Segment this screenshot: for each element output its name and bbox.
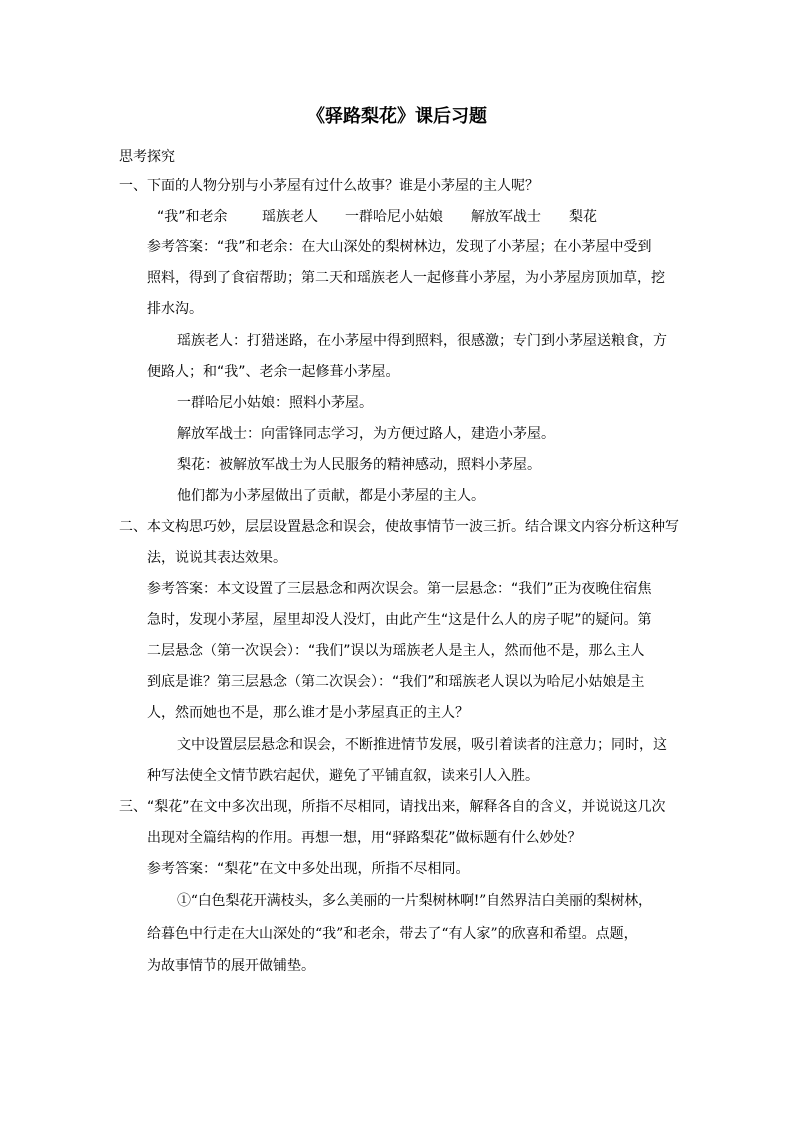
- answer-line: 参考答案：本文设置了三层悬念和两次误会。第一层悬念：“我们”正为夜晚住宿焦: [147, 581, 652, 597]
- answer-line: 二层悬念（第一次误会）：“我们”误以为瑶族老人是主人，然而他不是，那么主人: [147, 643, 645, 659]
- question-3-line: 出现对全篇结构的作用。再想一想，用“驿路梨花”做标题有什么妙处？: [147, 830, 582, 846]
- answer-line: 便路人；和“我”、老余一起修葺小茅屋。: [147, 364, 400, 380]
- answer-line: 为故事情节的展开做铺垫。: [147, 958, 315, 974]
- question-1-choices: [157, 207, 597, 227]
- choice-item: 梨花: [569, 209, 597, 225]
- section-heading: 思考探究: [119, 149, 175, 165]
- question-2-line: 法，说说其表达效果。: [147, 550, 287, 566]
- choice-item: 瑶族老人: [262, 209, 318, 225]
- question-2-line: 二、本文构思巧妙，层层设置悬念和误会，使故事情节一波三折。结合课文内容分析这种写: [119, 519, 679, 535]
- answer-line: 给暮色中行走在大山深处的“我”和老余，带去了“有人家”的欣喜和希望。点题，: [147, 926, 638, 942]
- question-1: 一、下面的人物分别与小茅屋有过什么故事？谁是小茅屋的主人呢？: [119, 178, 539, 194]
- answer-line: 到底是谁？第三层悬念（第二次误会）：“我们”和瑶族老人误以为哈尼小姑娘是主: [147, 674, 645, 690]
- answer-line: 参考答案：“我”和老余：在大山深处的梨树林边，发现了小茅屋；在小茅屋中受到: [147, 239, 652, 255]
- choice-item: 一群哈尼小姑娘: [345, 209, 443, 225]
- answer-line: 排水沟。: [147, 301, 203, 317]
- answer-line: 参考答案：“梨花”在文中多处出现，所指不尽相同。: [147, 861, 470, 877]
- question-3-line: 三、“梨花”在文中多次出现，所指不尽相同，请找出来，解释各自的含义，并说说这几次: [119, 799, 666, 815]
- answer-line: 文中设置层层悬念和误会，不断推进情节发展，吸引着读者的注意力；同时，这: [177, 737, 667, 753]
- choice-item: 解放军战士: [471, 209, 541, 225]
- choice-item: “我”和老余: [157, 209, 228, 225]
- answer-line: 梨花：被解放军战士为人民服务的精神感动，照料小茅屋。: [177, 457, 541, 473]
- answer-line: 瑶族老人：打猎迷路，在小茅屋中得到照料，很感激；专门到小茅屋送粮食，方: [177, 333, 667, 349]
- document-title: 《驿路梨花》课后习题: [307, 106, 487, 127]
- answer-line: 解放军战士：向雷锋同志学习，为方便过路人，建造小茅屋。: [177, 426, 555, 442]
- answer-line: 他们都为小茅屋做出了贡献，都是小茅屋的主人。: [177, 488, 485, 504]
- answer-line: 种写法使全文情节跌宕起伏，避免了平铺直叙，读来引人入胜。: [147, 768, 539, 784]
- answer-line: ①“白色梨花开满枝头，多么美丽的一片梨树林啊!”自然界洁白美丽的梨树林，: [177, 893, 652, 909]
- answer-line: 急时，发现小茅屋，屋里却没人没灯，由此产生“这是什么人的房子呢”的疑问。第: [147, 612, 652, 628]
- answer-line: 照料，得到了食宿帮助；第二天和瑶族老人一起修葺小茅屋，为小茅屋房顶加草，挖: [147, 270, 665, 286]
- answer-line: 一群哈尼小姑娘：照料小茅屋。: [177, 395, 373, 411]
- answer-line: 人，然而她也不是，那么谁才是小茅屋真正的主人？: [147, 705, 469, 721]
